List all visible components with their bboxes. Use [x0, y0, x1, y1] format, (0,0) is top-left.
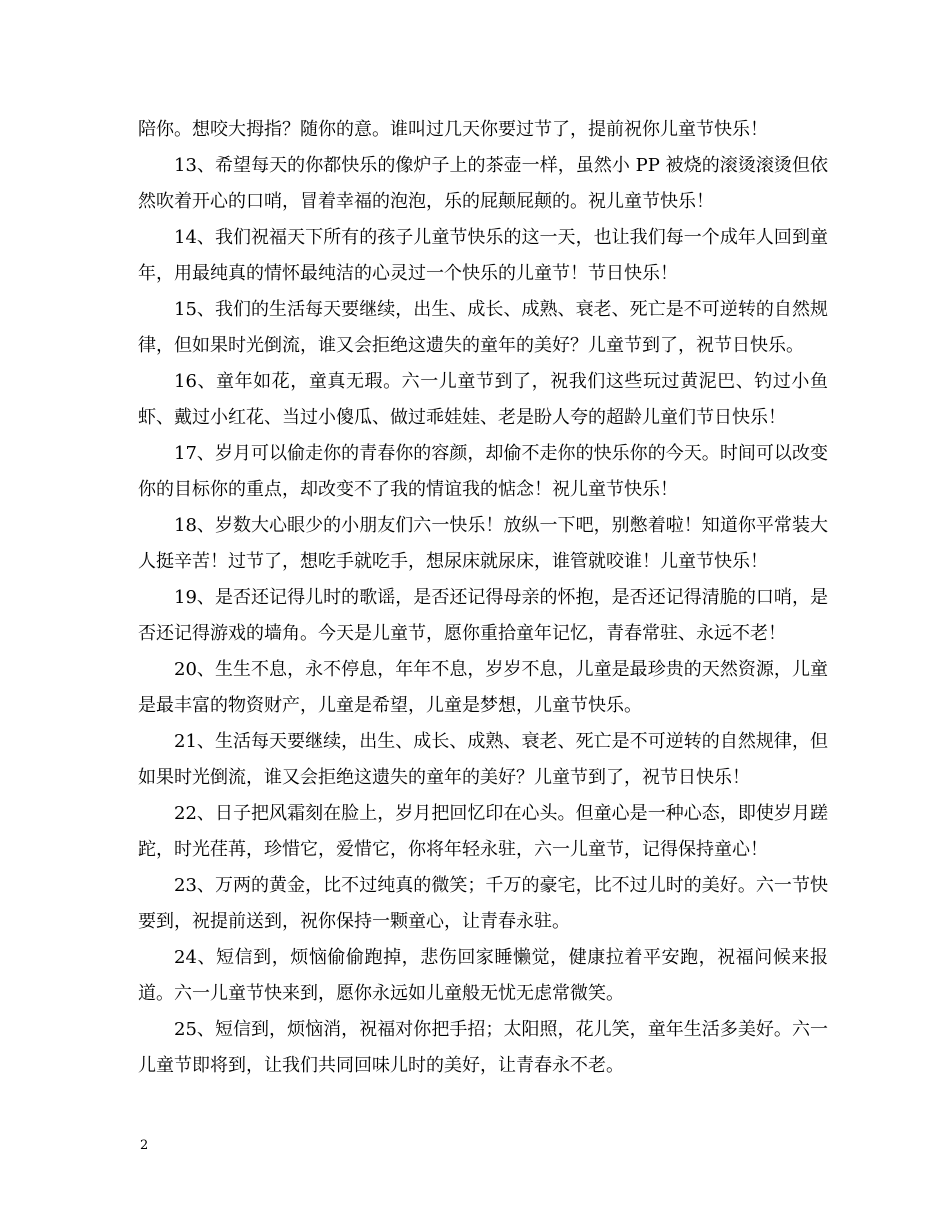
paragraph-22: 22、日子把风霜刻在脸上，岁月把回忆印在心头。但童心是一种心态，即使岁月蹉跎，时光荏苒，珍惜它，爱惜它，你将年轻永驻，六一儿童节，记得保持童心！	[138, 803, 828, 860]
paragraph-continuation: 陪你。想咬大拇指？随你的意。谁叫过几天你要过节了，提前祝你儿童节快乐！	[138, 119, 768, 140]
paragraph-16: 16、童年如花，童真无瑕。六一儿童节到了，祝我们这些玩过黄泥巴、钓过小鱼虾、戴过小红花、当过小傻瓜、做过乖娃娃、老是盼人夸的超龄儿童们节日快乐！	[138, 371, 828, 428]
paragraph-21: 21、生活每天要继续，出生、成长、成熟、衰老、死亡是不可逆转的自然规律，但如果时光倒流，谁又会拒绝这遗失的童年的美好？儿童节到了，祝节日快乐！	[138, 731, 828, 788]
paragraph-17: 17、岁月可以偷走你的青春你的容颜，却偷不走你的快乐你的今天。时间可以改变你的目标你的重点，却改变不了我的情谊我的惦念！祝儿童节快乐！	[138, 443, 828, 500]
paragraph-19: 19、是否还记得儿时的歌谣，是否还记得母亲的怀抱，是否还记得清脆的口哨，是否还记得游戏的墙角。今天是儿童节，愿你重拾童年记忆，青春常驻、永远不老！	[138, 587, 828, 644]
paragraph-15: 15、我们的生活每天要继续，出生、成长、成熟、衰老、死亡是不可逆转的自然规律，但如果时光倒流，谁又会拒绝这遗失的童年的美好？儿童节到了，祝节日快乐。	[138, 299, 828, 356]
paragraph-23: 23、万两的黄金，比不过纯真的微笑；千万的豪宅，比不过儿时的美好。六一节快要到，祝提前送到，祝你保持一颗童心，让青春永驻。	[138, 875, 828, 932]
paragraph-20: 20、生生不息，永不停息，年年不息，岁岁不息，儿童是最珍贵的天然资源，儿童是最丰富的物资财产，儿童是希望，儿童是梦想，儿童节快乐。	[138, 659, 828, 716]
document-body	[138, 112, 828, 1084]
paragraph-14: 14、我们祝福天下所有的孩子儿童节快乐的这一天，也让我们每一个成年人回到童年，用最纯真的情怀最纯洁的心灵过一个快乐的儿童节！节日快乐！	[138, 227, 828, 284]
page-number: 2	[140, 1138, 149, 1153]
paragraph-13: 13、希望每天的你都快乐的像炉子上的茶壶一样，虽然小 PP 被烧的滚烫滚烫但依然吹着开心的口哨，冒着幸福的泡泡，乐的屁颠屁颠的。祝儿童节快乐！	[138, 155, 828, 212]
paragraph-18: 18、岁数大心眼少的小朋友们六一快乐！放纵一下吧，别憋着啦！知道你平常装大人挺辛苦！过节了，想吃手就吃手，想尿床就尿床，谁管就咬谁！儿童节快乐！	[138, 515, 828, 572]
paragraph-25: 25、短信到，烦恼消，祝福对你把手招；太阳照，花儿笑，童年生活多美好。六一儿童节即将到，让我们共同回味儿时的美好，让青春永不老。	[138, 1019, 828, 1076]
paragraph-24: 24、短信到，烦恼偷偷跑掉，悲伤回家睡懒觉，健康拉着平安跑，祝福问候来报道。六一儿童节快来到，愿你永远如儿童般无忧无虑常微笑。	[138, 947, 828, 1004]
